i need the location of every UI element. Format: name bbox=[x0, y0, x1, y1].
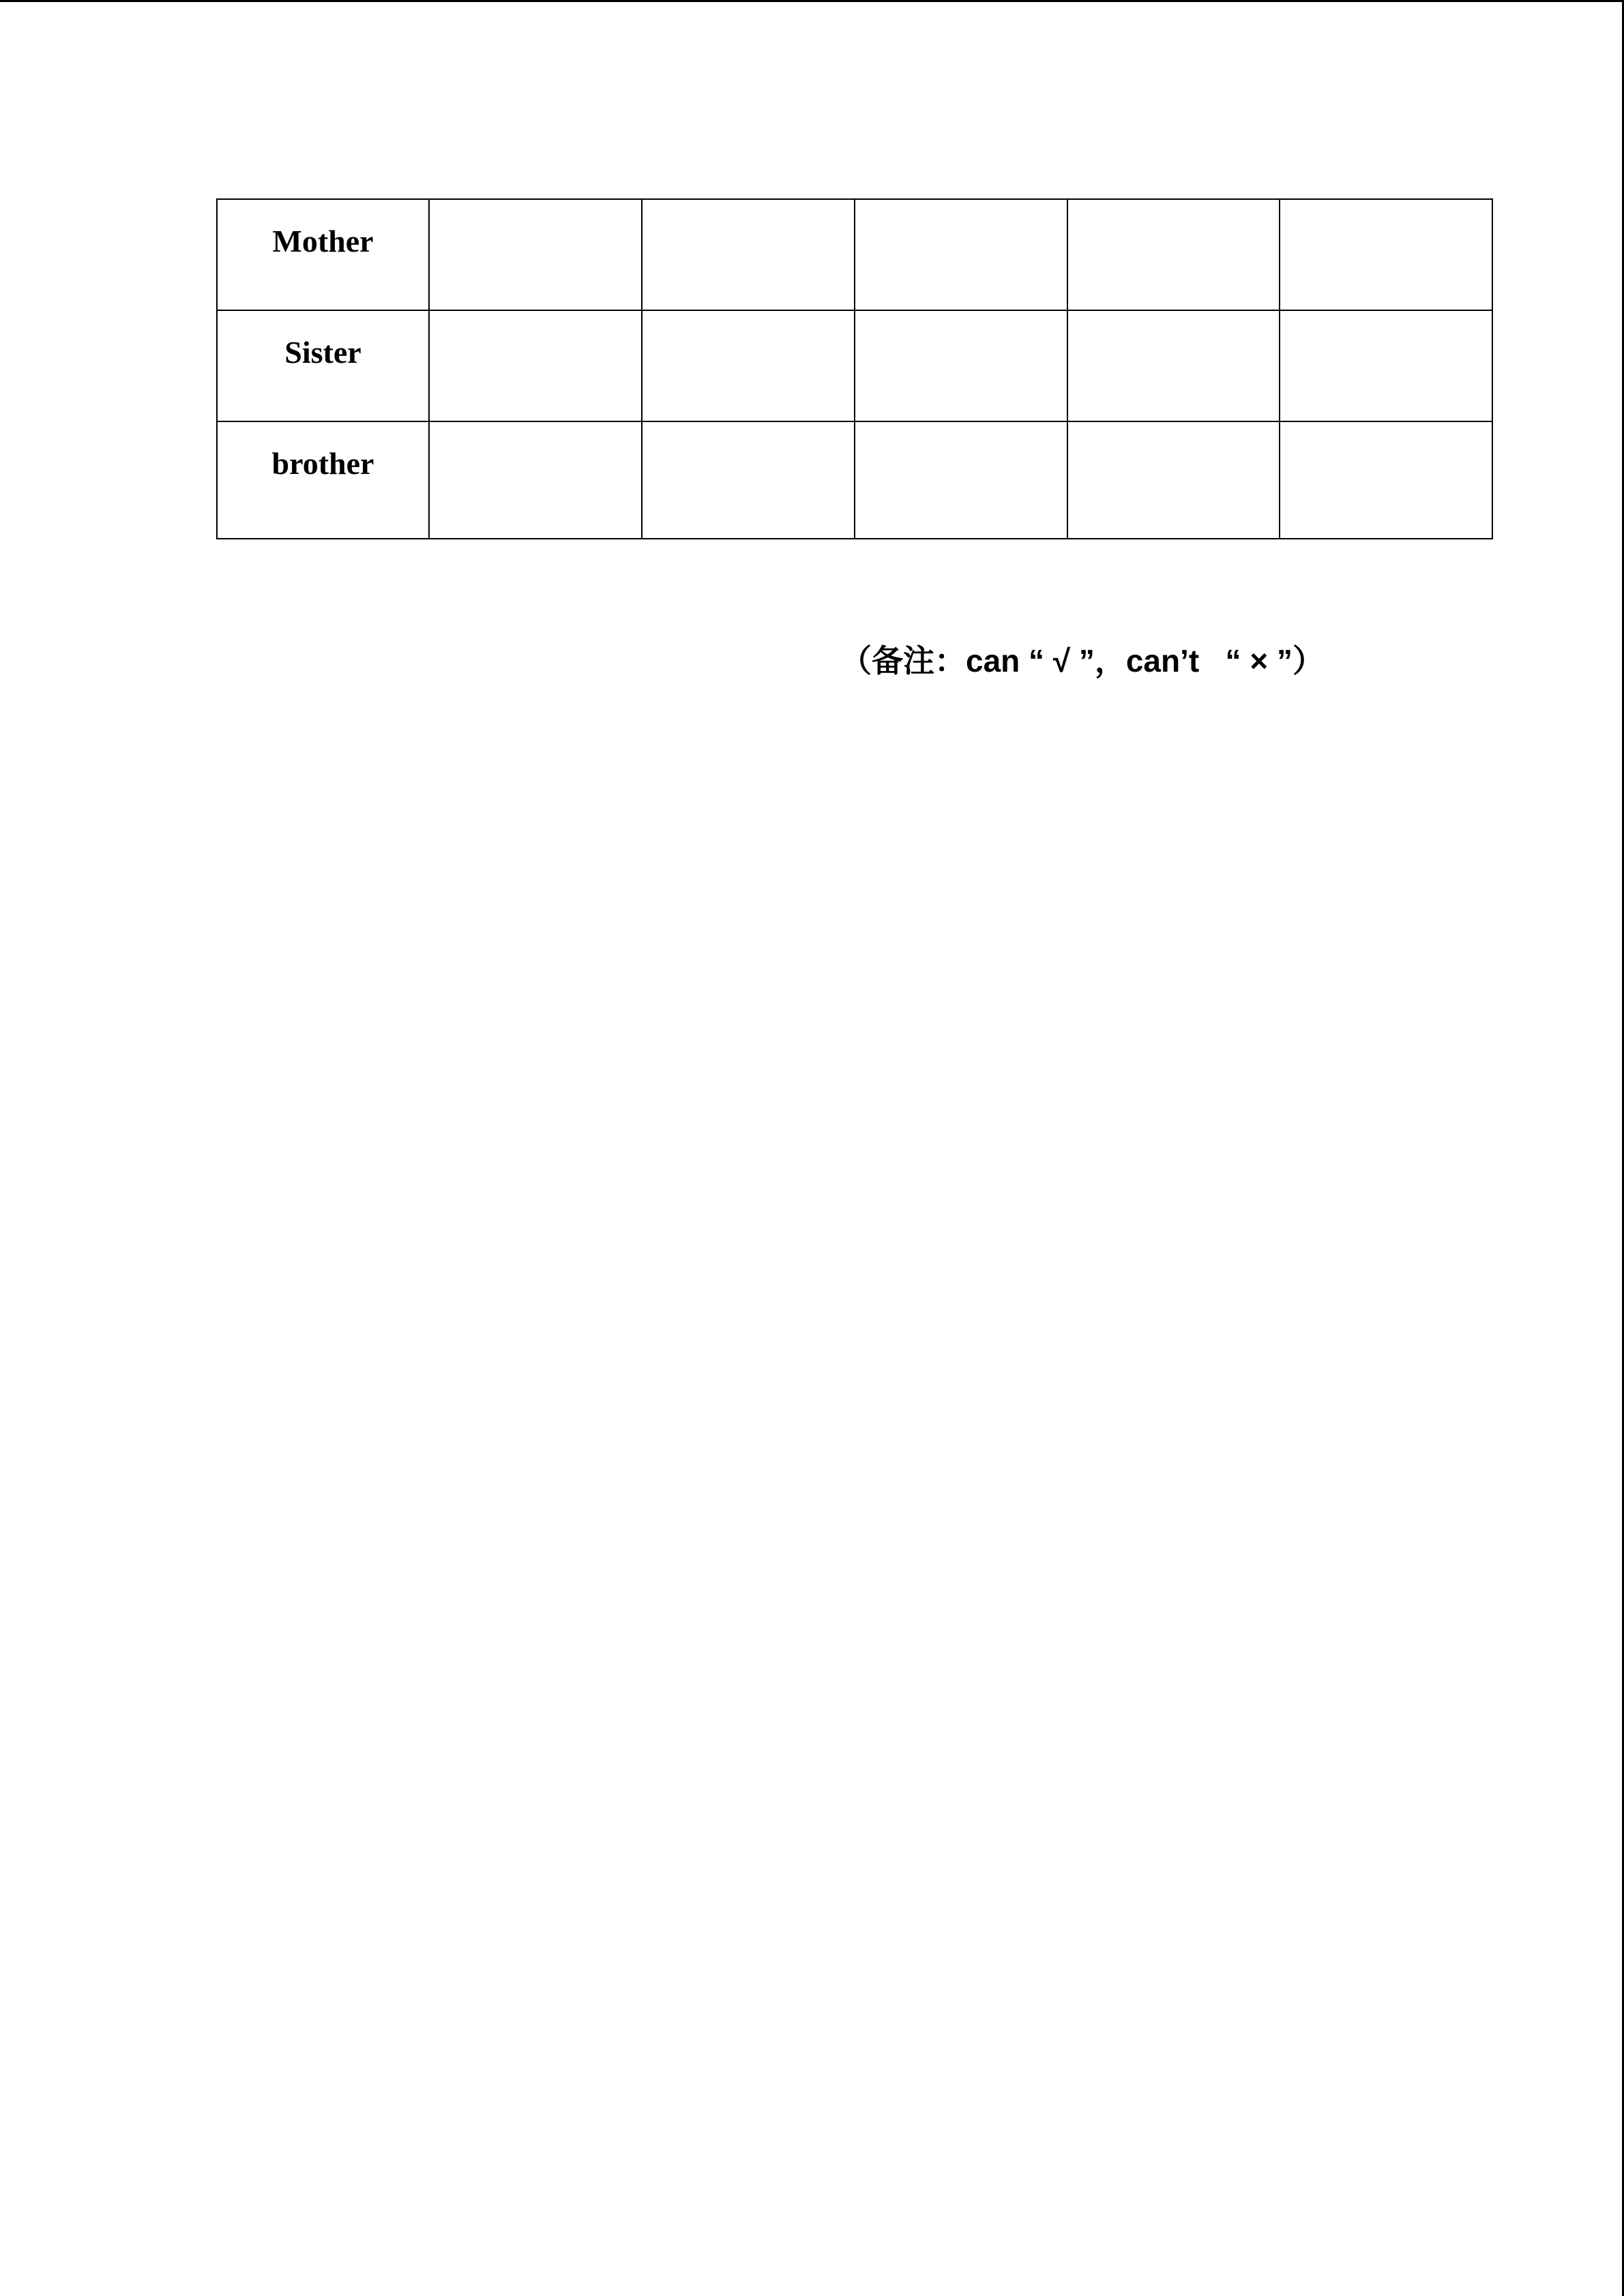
table-cell[interactable] bbox=[1280, 421, 1492, 539]
table-row bbox=[217, 310, 1492, 421]
table-cell[interactable] bbox=[429, 421, 642, 539]
table-cell[interactable] bbox=[1280, 310, 1492, 421]
row-label-brother: brother bbox=[217, 421, 429, 539]
table-cell[interactable] bbox=[1280, 199, 1492, 310]
table-cell[interactable] bbox=[855, 310, 1067, 421]
row-label-mother: Mother bbox=[217, 199, 429, 310]
legend-note: （备注：can “ √ ”，can’t “ × ”） bbox=[840, 643, 1324, 679]
table-cell[interactable] bbox=[642, 310, 855, 421]
table-row bbox=[217, 199, 1492, 310]
table-cell[interactable] bbox=[1067, 310, 1280, 421]
table-cell[interactable] bbox=[429, 199, 642, 310]
table-row bbox=[217, 421, 1492, 539]
table-cell[interactable] bbox=[1067, 199, 1280, 310]
table-cell[interactable] bbox=[642, 421, 855, 539]
table-cell[interactable] bbox=[855, 421, 1067, 539]
table-cell[interactable] bbox=[1067, 421, 1280, 539]
table-cell[interactable] bbox=[429, 310, 642, 421]
table-cell[interactable] bbox=[855, 199, 1067, 310]
table-cell[interactable] bbox=[642, 199, 855, 310]
survey-table bbox=[216, 198, 1493, 539]
row-label-sister: Sister bbox=[217, 310, 429, 421]
